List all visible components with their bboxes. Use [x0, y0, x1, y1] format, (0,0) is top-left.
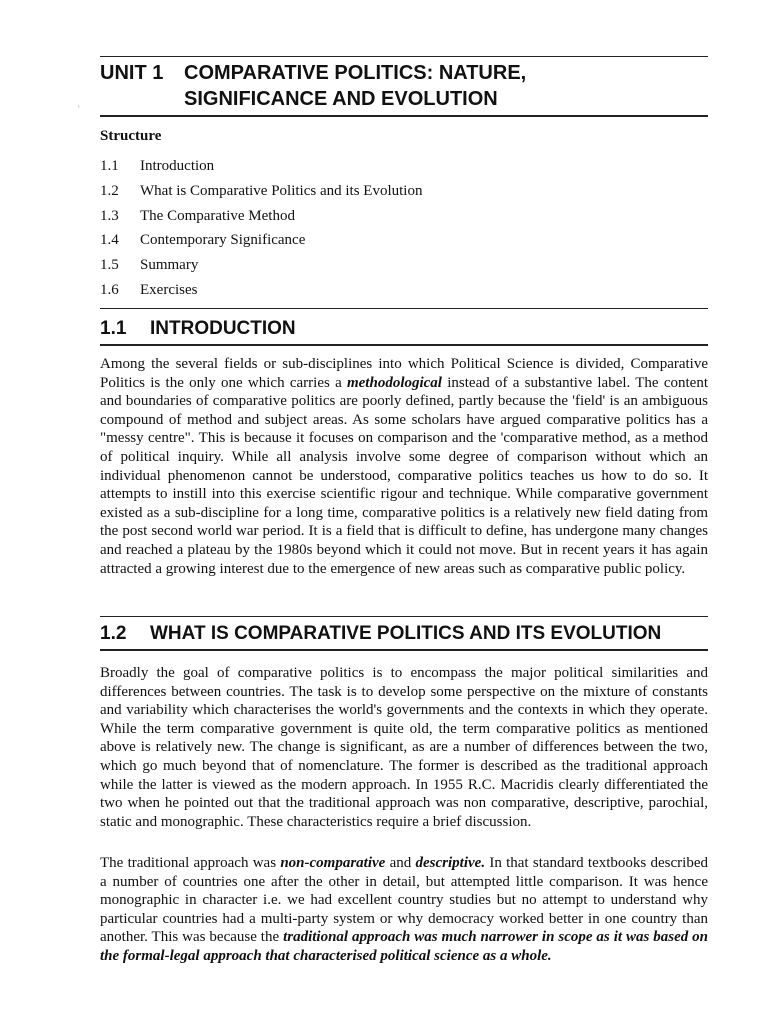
section2-paragraph-2: The traditional approach was non-comparative and descriptive. In that standard textbooks described a number of countries one after the other in detail, but attempted little comparison. It was hence monographic in character i.e. we had excellent country studies but no attempt to understand why particular countries had a multi-party system or why democracy worked better in one country than another. This was because the traditional approach was much narrower in scope as it was based on the formal-legal approach that characterised political science as a whole. — [100, 855, 708, 964]
toc-item: 1.4 Contemporary Significance — [100, 232, 306, 249]
unit-number: UNIT 1 — [100, 62, 164, 84]
structure-heading: Structure — [100, 128, 162, 144]
scan-mark: ' — [78, 104, 80, 114]
section2-title: WHAT IS COMPARATIVE POLITICS AND ITS EVOLUTION — [150, 623, 662, 644]
toc-item: 1.3 The Comparative Method — [100, 207, 295, 224]
structure-list — [100, 154, 422, 303]
top-rule — [100, 56, 708, 57]
toc-item: 1.6 Exercises — [100, 281, 198, 298]
section2-top-rule — [100, 616, 708, 617]
toc-item: 1.2 What is Comparative Politics and its Evolution — [100, 182, 423, 199]
introduction-paragraph: Among the several fields or sub-disciplines into which Political Science is divided, Comparative Politics is the only one which carries a methodological instead of a substantive label. The content and boundaries of comparative politics are poorly defined, partly because the 'field' is an ambiguous compound of method and subject areas. As some scholars have argued comparative politics has a "messy centre". This is because it focuses on comparison and the 'comparative method, as a method of political inquiry. While all analysis involve some degree of comparison without which an individual phenomenon cannot be understood, comparative politics teaches us how to do so. It attempts to instill into this exercise scientific rigour and technique. While comparative government existed as a sub-discipline for a long time, comparative politics is a relatively new field dating from the post second world war period. It is a field that is difficult to define, has undergone many changes and reached a plateau by the 1980s beyond which it could not move. But in recent years it has again attracted a growing interest due to the emergence of new areas such as comparative public policy. — [100, 356, 708, 577]
section1-top-rule — [100, 308, 708, 309]
toc-item: 1.1 Introduction — [100, 158, 215, 174]
section2-heading — [100, 622, 708, 646]
section2-paragraph-1: Broadly the goal of comparative politics is to encompass the major political similarities and differences between countries. The task is to develop some perspective on the mixture of constants and variability which characterises the world's governments and the contexts in which they operate. While the term comparative government is quite old, the term comparative politics as mentioned above is relatively new. The change is significant, as are a number of differences between the two, which go much beyond that of nomenclature. The former is described as the traditional approach while the latter is viewed as the modern approach. In 1955 R.C. Macridis clearly differentiated the two when he pointed out that the traditional approach was non comparative, descriptive, parochial, static and monographic. These characteristics require a brief discussion. — [100, 665, 708, 830]
toc-item: 1.5 Summary — [100, 257, 199, 274]
section1-bottom-rule — [100, 344, 708, 346]
section1-heading — [100, 317, 708, 341]
unit-title-line2: SIGNIFICANCE AND EVOLUTION — [184, 88, 498, 110]
unit-title-line1: COMPARATIVE POLITICS: NATURE, — [184, 62, 527, 84]
title-rule — [100, 115, 708, 117]
unit-title — [100, 60, 708, 112]
section1-number: 1.1 — [100, 318, 127, 339]
section1-title: INTRODUCTION — [150, 318, 296, 339]
section2-bottom-rule — [100, 649, 708, 651]
section2-number: 1.2 — [100, 623, 127, 644]
